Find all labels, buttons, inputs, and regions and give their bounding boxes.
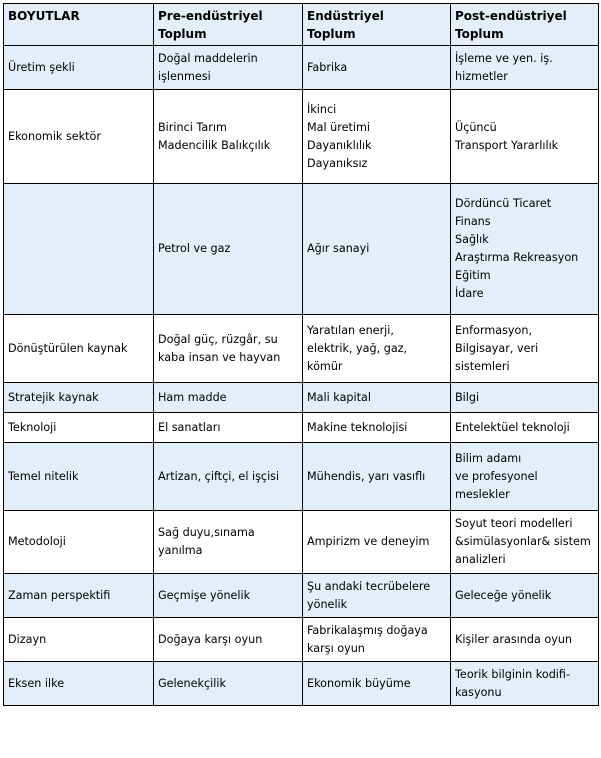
cell-industrial	[303, 90, 451, 184]
cell-industrial	[303, 413, 451, 443]
cell-text-line: Metodoloji	[8, 535, 66, 548]
cell-post-industrial	[451, 315, 599, 383]
table-row	[4, 618, 599, 662]
cell-pre-industrial	[154, 511, 303, 574]
cell-text-line: Finans	[455, 215, 491, 228]
cell-dimension	[4, 46, 154, 90]
table-body	[4, 46, 599, 706]
table-header	[4, 4, 599, 46]
cell-industrial	[303, 46, 451, 90]
table-row	[4, 184, 599, 315]
table-row	[4, 413, 599, 443]
header-pre-industrial	[154, 4, 303, 46]
cell-text-line: İşleme ve yen. iş.	[455, 51, 553, 65]
cell-text-line: kömür	[307, 359, 343, 373]
cell-text-line: Stratejik kaynak	[8, 390, 99, 404]
cell-text-line: karşı oyun	[307, 641, 365, 655]
cell-pre-industrial	[154, 383, 303, 413]
cell-pre-industrial	[154, 46, 303, 90]
cell-text-line: sistemleri	[455, 359, 510, 373]
cell-text-line: Post-endüstriyel	[455, 9, 567, 23]
cell-post-industrial	[451, 574, 599, 618]
cell-post-industrial	[451, 46, 599, 90]
cell-industrial	[303, 315, 451, 383]
cell-industrial	[303, 184, 451, 315]
table-row	[4, 662, 599, 706]
cell-text-line: Dayanıksız	[307, 156, 368, 170]
cell-text-line: Birinci Tarım	[158, 120, 227, 134]
cell-text-line: Doğaya karşı oyun	[158, 632, 263, 646]
society-dimensions-table	[3, 3, 599, 706]
cell-text-line: Ham madde	[158, 390, 227, 404]
cell-text-line: Doğal güç, rüzgâr, su	[158, 332, 278, 346]
cell-dimension	[4, 618, 154, 662]
cell-text-line: Fabrikalaşmış doğaya	[307, 623, 428, 637]
cell-text-line: Bilgisayar, veri	[455, 341, 539, 355]
cell-text-line: El sanatları	[158, 420, 221, 434]
cell-pre-industrial	[154, 413, 303, 443]
cell-dimension	[4, 443, 154, 511]
cell-text-line: Dayanıklılık	[307, 138, 372, 152]
cell-pre-industrial	[154, 90, 303, 184]
cell-industrial	[303, 574, 451, 618]
header-boyutlar	[4, 4, 154, 46]
cell-post-industrial	[451, 413, 599, 443]
table-row	[4, 315, 599, 383]
cell-text-line: &simülasyonlar& sistem	[455, 535, 591, 548]
cell-text-line: Zaman perspektifi	[8, 588, 111, 602]
cell-dimension	[4, 511, 154, 574]
cell-pre-industrial	[154, 443, 303, 511]
table-row	[4, 46, 599, 90]
cell-text-line: BOYUTLAR	[8, 9, 80, 23]
cell-text-line: Enformasyon,	[455, 323, 533, 337]
cell-text-line: Endüstriyel	[307, 9, 384, 23]
cell-text-line: Doğal maddelerin	[158, 51, 258, 65]
cell-text-line: elektrik, yağ, gaz,	[307, 341, 408, 355]
cell-post-industrial	[451, 618, 599, 662]
cell-text-line: Şu andaki tecrübelere	[307, 579, 431, 593]
cell-dimension	[4, 315, 154, 383]
header-industrial	[303, 4, 451, 46]
cell-industrial	[303, 511, 451, 574]
cell-text-line: Entelektüel teknoloji	[455, 420, 570, 434]
cell-post-industrial	[451, 662, 599, 706]
cell-text-line: Araştırma Rekreasyon	[455, 251, 579, 264]
cell-dimension	[4, 184, 154, 315]
cell-post-industrial	[451, 184, 599, 315]
cell-text-line: Temel nitelik	[8, 469, 79, 483]
table-row	[4, 574, 599, 618]
cell-text-line: Mali kapital	[307, 390, 371, 404]
header-post-industrial	[451, 4, 599, 46]
cell-dimension	[4, 413, 154, 443]
cell-text-line: Eksen ilke	[8, 676, 65, 690]
cell-text-line: kasyonu	[455, 685, 502, 699]
cell-text-line: Gelenekçilik	[158, 676, 226, 690]
cell-text-line: yanılma	[158, 544, 203, 557]
cell-text-line	[8, 240, 149, 258]
cell-dimension	[4, 383, 154, 413]
comparison-table-wrapper	[3, 3, 599, 706]
cell-text-line: Eğitim	[455, 269, 491, 282]
cell-text-line: meslekler	[455, 487, 510, 501]
cell-text-line: Mal üretimi	[307, 120, 371, 134]
cell-text-line: Sağ duyu,sınama	[158, 526, 255, 539]
cell-text-line: Fabrika	[307, 60, 348, 74]
cell-text-line: Artizan, çiftçi, el işçisi	[158, 469, 280, 483]
cell-pre-industrial	[154, 618, 303, 662]
cell-text-line: Dizayn	[8, 632, 47, 646]
cell-text-line: işlenmesi	[158, 69, 211, 83]
cell-text-line: Toplum	[455, 27, 504, 41]
cell-text-line: Geçmişe yönelik	[158, 588, 251, 602]
cell-text-line: Petrol ve gaz	[158, 242, 231, 255]
table-row	[4, 383, 599, 413]
cell-text-line: Sağlık	[455, 233, 489, 246]
cell-pre-industrial	[154, 662, 303, 706]
cell-text-line: hizmetler	[455, 69, 508, 83]
cell-dimension	[4, 90, 154, 184]
cell-text-line: Üretim şekli	[8, 60, 75, 74]
cell-text-line: Bilim adamı	[455, 451, 522, 465]
cell-text-line: Makine teknolojisi	[307, 420, 408, 434]
cell-text-line: Bilgi	[455, 390, 480, 404]
cell-post-industrial	[451, 443, 599, 511]
cell-pre-industrial	[154, 184, 303, 315]
cell-text-line: Dönüştürülen kaynak	[8, 341, 128, 355]
cell-industrial	[303, 443, 451, 511]
cell-post-industrial	[451, 383, 599, 413]
table-row	[4, 90, 599, 184]
cell-dimension	[4, 574, 154, 618]
cell-text-line: Geleceğe yönelik	[455, 588, 552, 602]
cell-post-industrial	[451, 90, 599, 184]
cell-text-line: Ekonomik büyüme	[307, 676, 411, 690]
table-row	[4, 511, 599, 574]
cell-text-line: Üçüncü	[455, 120, 497, 134]
cell-text-line: ve profesyonel	[455, 469, 538, 483]
cell-text-line: Toplum	[158, 27, 207, 41]
cell-text-line: Ağır sanayi	[307, 242, 370, 255]
cell-post-industrial	[451, 511, 599, 574]
cell-text-line: İkinci	[307, 102, 337, 116]
cell-text-line: yönelik	[307, 597, 348, 611]
cell-text-line: İdare	[455, 287, 484, 300]
cell-text-line: Kişiler arasında oyun	[455, 632, 573, 646]
cell-text-line: Toplum	[307, 27, 356, 41]
cell-text-line: Yaratılan enerji,	[307, 323, 394, 337]
cell-text-line: Soyut teori modelleri	[455, 517, 573, 530]
cell-dimension	[4, 662, 154, 706]
cell-text-line: Ampirizm ve deneyim	[307, 535, 430, 548]
header-row	[4, 4, 599, 46]
cell-text-line: Dördüncü Ticaret	[455, 197, 552, 210]
cell-text-line: analizleri	[455, 553, 506, 566]
cell-text-line: Transport Yararlılık	[455, 138, 559, 152]
cell-pre-industrial	[154, 315, 303, 383]
cell-text-line: kaba insan ve hayvan	[158, 350, 281, 364]
cell-pre-industrial	[154, 574, 303, 618]
cell-industrial	[303, 618, 451, 662]
cell-text-line: Madencilik Balıkçılık	[158, 138, 271, 152]
cell-industrial	[303, 383, 451, 413]
table-row	[4, 443, 599, 511]
cell-text-line: Teknoloji	[8, 420, 57, 434]
cell-text-line: Pre-endüstriyel	[158, 9, 263, 23]
cell-text-line: Ekonomik sektör	[8, 129, 101, 143]
cell-text-line: Mühendis, yarı vasıflı	[307, 469, 426, 483]
cell-industrial	[303, 662, 451, 706]
cell-text-line: Teorik bilginin kodifi-	[455, 667, 570, 681]
